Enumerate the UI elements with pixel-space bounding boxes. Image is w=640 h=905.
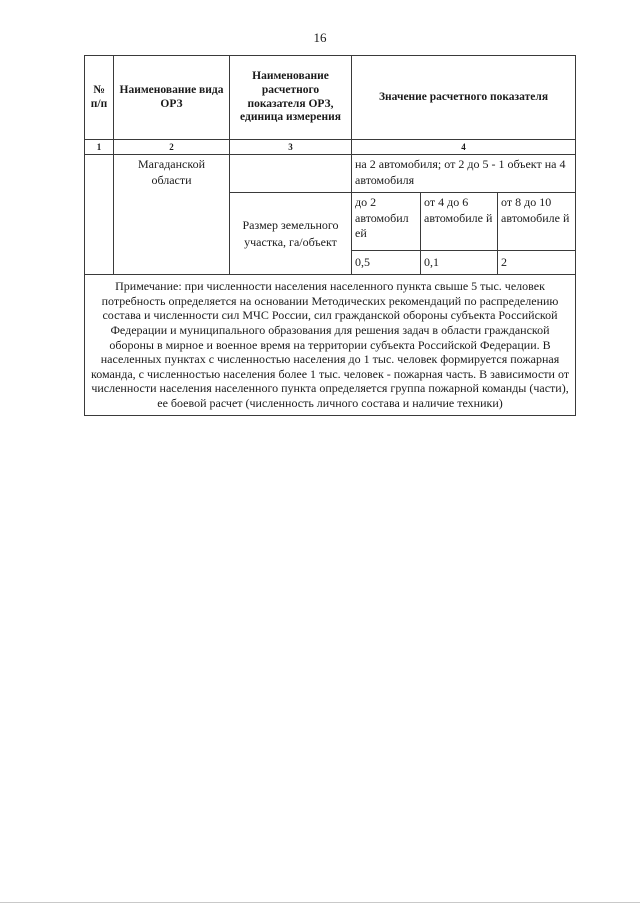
page-number: 16 — [313, 30, 327, 45]
header-orz-type: Наименование вида ОРЗ — [114, 56, 230, 140]
column-number-row — [85, 140, 576, 155]
page-bottom-divider — [0, 902, 640, 903]
value-cell: 0,5 — [352, 251, 421, 275]
table-row — [85, 155, 576, 193]
header-parameter-name: Наименование расчетного показателя ОРЗ, единица измерения — [230, 56, 352, 140]
note-text: Примечание: при численности населения населенного пункта свыше 5 тыс. человек потребность определяется на основании Методических рекомендаций по распределению состава и численности сил МЧС России, сил гражданской обороны субъекта Российской Федерации и муниципального образования для решения задач в области гражданской обороны в мирное и военное время на территории субъекта Российской Федерации. В населенных пунктах с численностью населения до 1 тыс. человек формируется пожарная команда, с численностью населения более 1 тыс. человек - пожарная часть. В зависимости от численности населения населенного пункта определяется группа пожарной команды (части), ее боевой расчет (численность личного состава и наличие техники) — [85, 275, 576, 416]
subheader-cell: от 4 до 6 автомобиле й — [421, 193, 498, 251]
empty-parameter-cell — [230, 155, 352, 193]
land-plot-parameter-cell: Размер земельного участка, га/объект — [230, 193, 352, 275]
value-cell: 0,1 — [421, 251, 498, 275]
header-number: № п/п — [85, 56, 114, 140]
header-parameter-value: Значение расчетного показателя — [352, 56, 576, 140]
value-continuation-cell: на 2 автомобиля; от 2 до 5 - 1 объект на 4 автомобиля — [352, 155, 576, 193]
orz-table — [84, 55, 576, 416]
value-cell: 2 — [498, 251, 576, 275]
note-row — [85, 275, 576, 416]
column-number-2: 2 — [114, 140, 230, 155]
header-row — [85, 56, 576, 140]
subheader-cell: от 8 до 10 автомобиле й — [498, 193, 576, 251]
column-number-3: 3 — [230, 140, 352, 155]
subheader-cell: до 2 автомобил ей — [352, 193, 421, 251]
column-number-1: 1 — [85, 140, 114, 155]
column-number-4: 4 — [352, 140, 576, 155]
row-number-cell — [85, 155, 114, 275]
orz-type-cell: Магаданской области — [114, 155, 230, 275]
